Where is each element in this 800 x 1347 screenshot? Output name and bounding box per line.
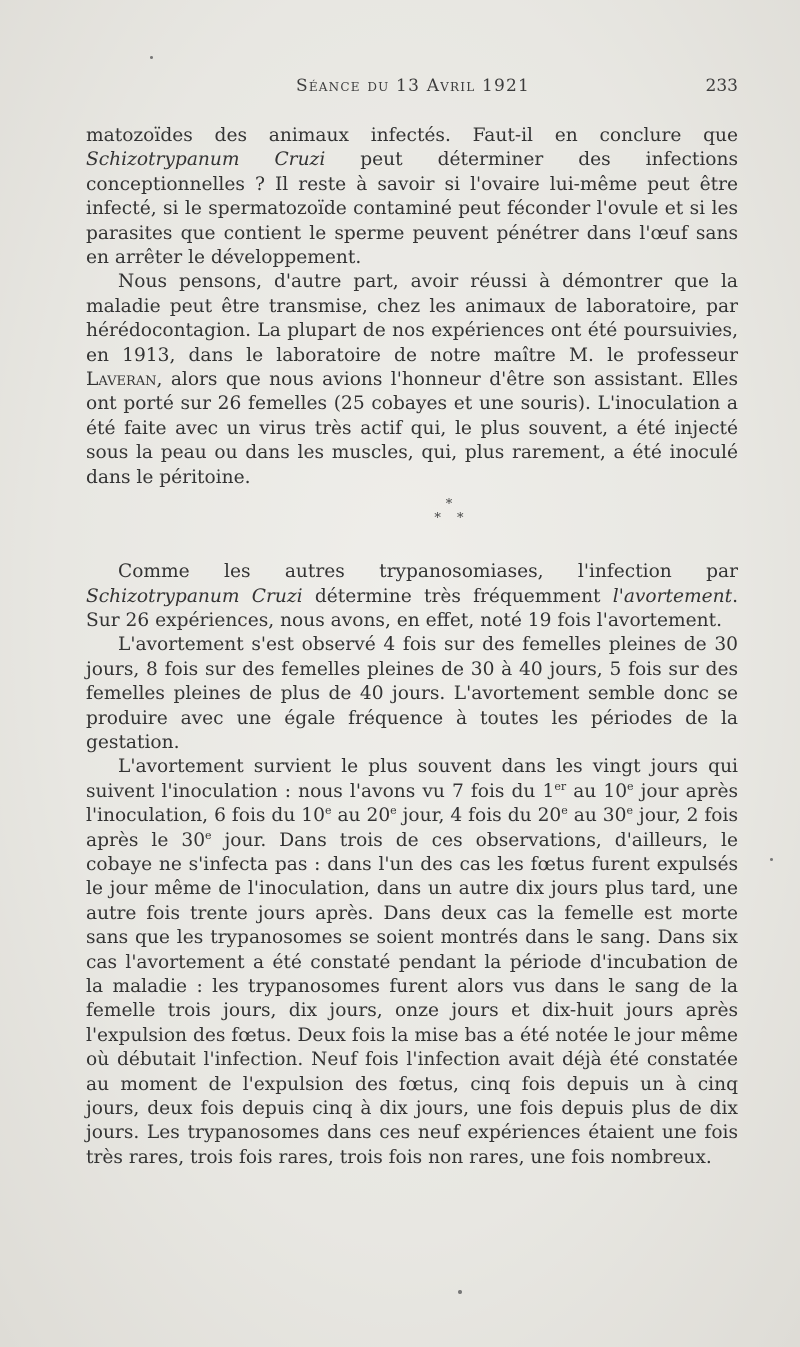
ordinal-superscript: er <box>554 779 567 793</box>
paragraph-4: L'avortement s'est observé 4 fois sur des femelles pleines de 30 jours, 8 fois sur des femelles pleines de 30 à 40 jours, 5 fois sur des femelles pleines de plus de 40 jours. L'avortement semble donc se produire avec une égale fréquence à toutes les périodes de la gestation. <box>86 634 738 753</box>
species-name: Schizotrypanum Cruzi <box>86 149 326 171</box>
paragraph-3-text-b: détermine très fréquemment <box>302 585 613 607</box>
paragraph-5-text-a: L'avortement survient le plus souvent dans les vingt jours qui suivent l'inoculation : nous l'avons vu 7 fois du 1 <box>86 756 738 802</box>
paragraph-5-text-e: jour, 4 fois du 20 <box>396 805 562 827</box>
paragraph-5-text-f: au 30 <box>567 805 627 827</box>
ordinal-superscript: e <box>626 803 633 817</box>
paragraph-5-text-b: au 10 <box>566 780 628 802</box>
paragraph-2 <box>86 270 738 490</box>
paragraph-3 <box>86 560 738 633</box>
page-header <box>86 76 738 104</box>
ordinal-superscript: e <box>324 803 332 817</box>
body-text <box>86 124 738 1170</box>
ordinal-superscript: e <box>205 828 212 842</box>
paragraph-1 <box>86 124 738 270</box>
paragraph-5 <box>86 755 738 1170</box>
paragraph-3-text-c: . Sur 26 expériences, nous avons, en effet, noté 19 fois l'avortement. <box>86 585 738 631</box>
paragraph-5-text-h: jour. Dans trois de ces observations, d'ailleurs, le cobaye ne s'infecta pas : dans l'un des cas les fœtus furent expulsés le jour même de l'inoculation, dans un autre dix jours plus tard, une autre fois trente jours après. Dans deux cas la femelle est morte sans que les trypanosomes se soient montrés dans le sang. Dans six cas l'avortement a été constaté pendant la période d'incubation de la maladie : les trypanosomes furent alors vus dans le sang de la femelle trois jours, dix jours, onze jours et dix-huit jours après l'expulsion des fœtus. Deux fois la mise bas a été notée le jour même où débutait l'infection. Neuf fois l'infection avait déjà été constatée au moment de l'expulsion des fœtus, cinq fois depuis un à cinq jours, deux fois depuis cinq à dix jours, une fois depuis plus de dix jours. Les trypanosomes dans ces neuf expériences étaient une fois très rares, trois fois rares, trois fois non rares, une fois nombreux. <box>86 829 738 1168</box>
emphasized-term: l'avortement <box>612 585 733 607</box>
paper-speck <box>770 858 773 861</box>
paragraph-5-text-c: jour après l'inoculation, 6 fois du 10 <box>86 780 738 827</box>
paper-speck <box>458 1290 462 1294</box>
paragraph-2-text-a: Nous pensons, d'autre part, avoir réussi à démontrer que la maladie peut être transmise, chez les animaux de laboratoire, par hérédocontagion. La plupart de nos expériences ont été poursuivies, en 1913, dans le laboratoire de notre maître M. le professeur <box>86 271 738 366</box>
ordinal-superscript: e <box>627 779 634 793</box>
paper-speck <box>150 56 153 59</box>
paragraph-5-text-d: au 20 <box>331 805 391 827</box>
asterism-bottom: * * <box>434 511 470 527</box>
paragraph-3-text-a: Comme les autres trypanosomiases, l'infection par <box>118 561 738 583</box>
ordinal-superscript: e <box>390 803 397 817</box>
page-number: 233 <box>705 76 738 96</box>
species-name: Schizotrypanum Cruzi <box>86 585 303 607</box>
paragraph-1-text-a: matozoïdes des animaux infectés. Faut-il en conclure que <box>86 125 738 146</box>
running-head: Séance du 13 Avril 1921 <box>296 76 531 96</box>
section-asterism <box>166 498 738 526</box>
ordinal-superscript: e <box>561 803 568 817</box>
paragraph-1-text-b: peut déterminer des infections conceptionnelles ? Il reste à savoir si l'ovaire lui-même peut être infecté, si le spermatozoïde contaminé peut féconder l'ovule et si les parasites que contient le sperme peuvent pénétrer dans l'œuf sans en arrêter le développement. <box>86 149 738 269</box>
paragraph-5-text-g: jour, 2 fois après le 30 <box>86 805 738 851</box>
author-name: Laveran <box>86 369 157 391</box>
asterism-top: * <box>445 497 459 513</box>
paragraph-2-text-b: , alors que nous avions l'honneur d'être son assistant. Elles ont porté sur 26 femelles (25 cobayes et une souris). L'inoculation a été faite avec un virus très actif qui, le plus souvent, a été injecté sous la peau ou dans les muscles, qui, plus rarement, a été inoculé dans le péritoine. <box>86 369 738 488</box>
